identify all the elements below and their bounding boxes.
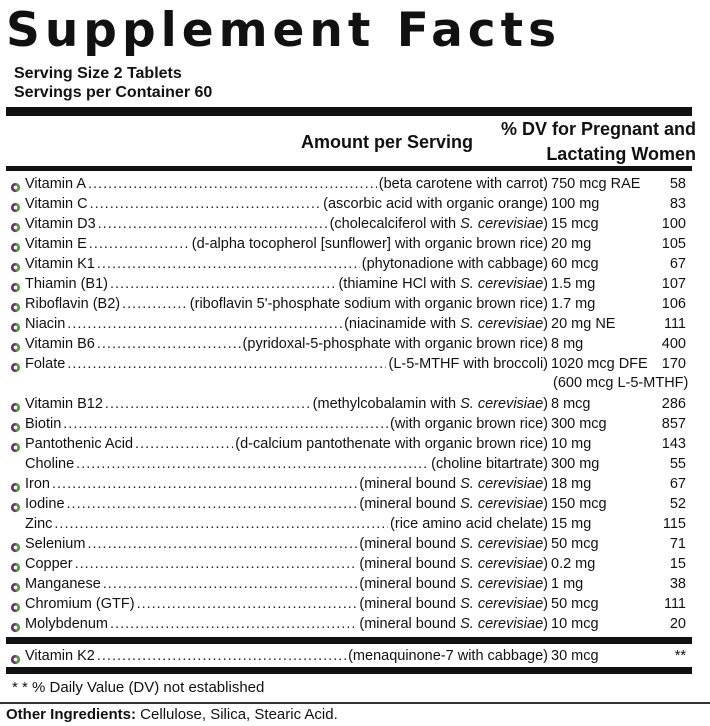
organic-leaf-icon <box>10 439 21 450</box>
nutrient-name: Vitamin D3 <box>25 216 96 232</box>
leader-dots <box>98 214 328 234</box>
nutrient-row <box>6 474 692 494</box>
panel-title: Supplement Facts <box>6 3 562 58</box>
nutrient-dv: 107 <box>661 276 686 292</box>
nutrient-name: Choline <box>25 456 75 472</box>
nutrient-row <box>6 354 692 374</box>
nutrient-dv: 106 <box>661 296 686 312</box>
nutrient-amount: 8 mcg <box>551 396 591 412</box>
nutrient-name: Niacin <box>25 316 66 332</box>
nutrient-row <box>6 174 692 194</box>
other-ingredients-text: Cellulose, Silica, Stearic Acid. <box>136 706 338 723</box>
leader-dots <box>97 334 241 354</box>
nutrient-amount: 60 mcg <box>551 256 599 272</box>
nutrient-dv: 111 <box>663 596 686 612</box>
leader-dots <box>63 414 388 434</box>
other-ingredients-label: Other Ingredients: <box>6 706 137 723</box>
nutrient-name: Zinc <box>25 516 53 532</box>
nutrient-row <box>6 334 692 354</box>
organic-leaf-icon <box>10 539 21 550</box>
nutrient-amount: 50 mcg <box>551 536 599 552</box>
nutrient-row <box>6 646 692 666</box>
nutrient-dv: 71 <box>669 536 686 552</box>
nutrient-amount: 50 mcg <box>551 596 599 612</box>
nutrient-name: Biotin <box>25 416 62 432</box>
thick-divider-top <box>6 107 692 116</box>
nutrient-source: (mineral bound S. cerevisiae) <box>359 476 548 492</box>
leader-dots <box>67 314 342 334</box>
nutrient-description <box>25 414 548 434</box>
servings-per-container: Servings per Container 60 <box>14 84 213 101</box>
nutrient-description <box>25 274 548 294</box>
leader-dots <box>67 494 358 514</box>
leader-dots <box>54 514 388 534</box>
nutrient-amount: 150 mcg <box>551 496 607 512</box>
nutrient-description <box>25 474 548 494</box>
nutrient-amount: 1.7 mg <box>551 296 596 312</box>
nutrient-source: (L-5-MTHF with broccoli) <box>388 356 548 372</box>
nutrient-amount: 0.2 mg <box>551 556 596 572</box>
nutrient-source: (mineral bound S. cerevisiae) <box>359 616 548 632</box>
leader-dots <box>135 434 233 454</box>
nutrient-amount: 18 mg <box>551 476 592 492</box>
nutrient-description <box>25 354 548 374</box>
leader-dots <box>89 234 190 254</box>
nutrient-description <box>25 254 548 274</box>
nutrient-source: (riboflavin 5'-phosphate sodium with organic brown rice) <box>189 296 548 312</box>
nutrient-row <box>6 414 692 434</box>
nutrient-dv: 286 <box>661 396 686 412</box>
nutrient-name: Vitamin K2 <box>25 648 95 664</box>
nutrient-dv: 143 <box>661 436 686 452</box>
nutrient-row <box>6 594 692 614</box>
organic-leaf-icon <box>10 359 21 370</box>
nutrient-name: Selenium <box>25 536 86 552</box>
organic-leaf-icon <box>10 239 21 250</box>
nutrient-name: Chromium (GTF) <box>25 596 135 612</box>
thick-divider-bottom <box>6 667 692 674</box>
nutrient-amount: 20 mg NE <box>551 316 616 332</box>
nutrient-dv: 38 <box>669 576 686 592</box>
nutrient-amount: 1 mg <box>551 576 584 592</box>
leader-dots <box>75 554 358 574</box>
nutrient-row <box>6 574 692 594</box>
nutrient-description <box>25 214 548 234</box>
nutrient-description <box>25 614 548 634</box>
nutrient-dv: 100 <box>661 216 686 232</box>
nutrient-source: (mineral bound S. cerevisiae) <box>359 596 548 612</box>
nutrient-dv: 15 <box>669 556 686 572</box>
serving-size: Serving Size 2 Tablets <box>14 65 182 82</box>
organic-leaf-icon <box>10 579 21 590</box>
leader-dots <box>87 534 357 554</box>
nutrient-name: Riboflavin (B2) <box>25 296 121 312</box>
organic-leaf-icon <box>10 299 21 310</box>
nutrient-source: (mineral bound S. cerevisiae) <box>359 496 548 512</box>
nutrient-source: (rice amino acid chelate) <box>390 516 548 532</box>
bottom-divider <box>0 702 710 704</box>
nutrient-name: Manganese <box>25 576 101 592</box>
nutrient-source: (with organic brown rice) <box>390 416 548 432</box>
nutrient-description <box>25 314 548 334</box>
leader-dots <box>103 574 358 594</box>
thick-divider-k2 <box>6 637 692 644</box>
nutrient-source: (choline bitartrate) <box>431 456 548 472</box>
nutrient-row <box>6 614 692 634</box>
leader-dots <box>122 294 188 314</box>
nutrient-amount: 1020 mcg DFE <box>551 356 648 372</box>
dv-header-line1: % DV for Pregnant and <box>500 119 696 139</box>
nutrient-row <box>6 434 692 454</box>
organic-leaf-icon <box>10 399 21 410</box>
nutrient-name: Folate <box>25 356 66 372</box>
organic-leaf-icon <box>10 559 21 570</box>
nutrient-name: Pantothenic Acid <box>25 436 134 452</box>
nutrient-dv: 58 <box>669 176 686 192</box>
nutrient-description <box>25 294 548 314</box>
nutrient-source: (methylcobalamin with S. cerevisiae) <box>312 396 548 412</box>
leader-dots <box>110 614 357 634</box>
organic-leaf-icon <box>10 199 21 210</box>
nutrient-name: Vitamin K1 <box>25 256 95 272</box>
nutrient-description <box>25 394 548 414</box>
nutrient-row <box>6 274 692 294</box>
nutrient-dv: 52 <box>669 496 686 512</box>
nutrient-description <box>25 646 548 666</box>
amount-per-serving-header: Amount per Serving <box>301 132 474 152</box>
dv-header-line2: Lactating Women <box>546 144 696 164</box>
nutrient-dv: 67 <box>669 256 686 272</box>
nutrient-name: Iron <box>25 476 50 492</box>
nutrient-name: Vitamin C <box>25 196 88 212</box>
nutrient-amount: 750 mcg RAE <box>551 176 641 192</box>
nutrient-description <box>25 234 548 254</box>
nutrient-name: Molybdenum <box>25 616 109 632</box>
nutrient-description <box>25 574 548 594</box>
nutrient-name: Vitamin A <box>25 176 86 192</box>
nutrient-row <box>6 454 692 474</box>
nutrient-dv: 20 <box>669 616 686 632</box>
leader-dots <box>97 646 346 666</box>
nutrient-dv: 115 <box>662 516 686 532</box>
nutrient-amount: 300 mg <box>551 456 600 472</box>
organic-leaf-icon <box>10 259 21 270</box>
nutrient-dv: 400 <box>661 336 686 352</box>
organic-leaf-icon <box>10 599 21 610</box>
folate-extra-note: (600 mcg L-5-MTHF) <box>553 375 689 391</box>
nutrient-name: Thiamin (B1) <box>25 276 108 292</box>
nutrient-description <box>25 454 548 474</box>
leader-dots <box>105 394 311 414</box>
leader-dots <box>110 274 336 294</box>
nutrient-description <box>25 594 548 614</box>
nutrient-description <box>25 534 548 554</box>
nutrient-name: Vitamin E <box>25 236 87 252</box>
nutrient-row <box>6 534 692 554</box>
organic-leaf-icon <box>10 339 21 350</box>
leader-dots <box>52 474 357 494</box>
organic-leaf-icon <box>10 499 21 510</box>
organic-leaf-icon <box>10 651 21 662</box>
nutrient-row <box>6 554 692 574</box>
organic-leaf-icon <box>10 619 21 630</box>
nutrient-row <box>6 314 692 334</box>
leader-dots <box>137 594 358 614</box>
nutrient-description <box>25 554 548 574</box>
nutrient-row <box>6 494 692 514</box>
nutrient-source: (d-calcium pantothenate with organic brown rice) <box>235 436 548 452</box>
nutrient-amount: 30 mcg <box>551 648 599 664</box>
leader-dots <box>97 254 360 274</box>
nutrient-source: (mineral bound S. cerevisiae) <box>359 536 548 552</box>
nutrient-description <box>25 194 548 214</box>
nutrient-name: Vitamin B12 <box>25 396 103 412</box>
nutrient-description <box>25 434 548 454</box>
nutrient-source: (mineral bound S. cerevisiae) <box>359 556 548 572</box>
nutrient-source: (niacinamide with S. cerevisiae) <box>344 316 548 332</box>
nutrient-dv: 55 <box>669 456 686 472</box>
nutrient-source: (thiamine HCl with S. cerevisiae) <box>338 276 548 292</box>
leader-dots <box>67 354 386 374</box>
leader-dots <box>88 174 377 194</box>
organic-leaf-icon <box>10 479 21 490</box>
nutrient-row <box>6 254 692 274</box>
nutrient-row <box>6 214 692 234</box>
other-ingredients <box>6 706 338 723</box>
nutrient-dv: 83 <box>669 196 686 212</box>
nutrient-dv: 105 <box>661 236 686 252</box>
nutrient-source: (pyridoxal-5-phosphate with organic brown rice) <box>242 336 548 352</box>
nutrient-dv: 111 <box>663 316 686 332</box>
nutrient-description <box>25 334 548 354</box>
organic-leaf-icon <box>10 219 21 230</box>
nutrient-amount: 20 mg <box>551 236 592 252</box>
nutrient-source: (phytonadione with cabbage) <box>361 256 548 272</box>
dv-footnote: * * % Daily Value (DV) not established <box>12 679 265 696</box>
leader-dots <box>90 194 322 214</box>
organic-leaf-icon <box>10 279 21 290</box>
nutrient-description <box>25 514 548 534</box>
nutrient-amount: 15 mcg <box>551 216 599 232</box>
nutrient-source: (beta carotene with carrot) <box>378 176 548 192</box>
nutrient-amount: 8 mg <box>551 336 584 352</box>
nutrient-row <box>6 234 692 254</box>
organic-leaf-icon <box>10 419 21 430</box>
nutrient-source: (mineral bound S. cerevisiae) <box>359 576 548 592</box>
nutrient-dv: 857 <box>661 416 686 432</box>
nutrient-amount: 1.5 mg <box>551 276 596 292</box>
nutrient-amount: 10 mcg <box>551 616 599 632</box>
nutrient-row <box>6 194 692 214</box>
nutrient-source: (cholecalciferol with S. cerevisiae) <box>329 216 548 232</box>
leader-dots <box>76 454 429 474</box>
nutrient-source: (d-alpha tocopherol [sunflower] with organic brown rice) <box>191 236 548 252</box>
nutrient-amount: 10 mg <box>551 436 592 452</box>
organic-leaf-icon <box>10 179 21 190</box>
nutrient-row <box>6 294 692 314</box>
nutrient-row <box>6 394 692 414</box>
nutrient-row <box>6 514 692 534</box>
nutrient-dv: 67 <box>669 476 686 492</box>
nutrient-amount: 300 mcg <box>551 416 607 432</box>
nutrient-source: (menaquinone-7 with cabbage) <box>348 648 548 664</box>
medium-divider <box>6 166 692 171</box>
nutrient-description <box>25 174 548 194</box>
nutrient-dv: ** <box>674 648 686 664</box>
nutrient-name: Iodine <box>25 496 65 512</box>
nutrient-amount: 15 mg <box>551 516 592 532</box>
organic-leaf-icon <box>10 319 21 330</box>
nutrient-name: Vitamin B6 <box>25 336 95 352</box>
nutrient-dv: 170 <box>661 356 686 372</box>
nutrient-source: (ascorbic acid with organic orange) <box>323 196 548 212</box>
nutrient-description <box>25 494 548 514</box>
nutrient-amount: 100 mg <box>551 196 600 212</box>
nutrient-name: Copper <box>25 556 73 572</box>
